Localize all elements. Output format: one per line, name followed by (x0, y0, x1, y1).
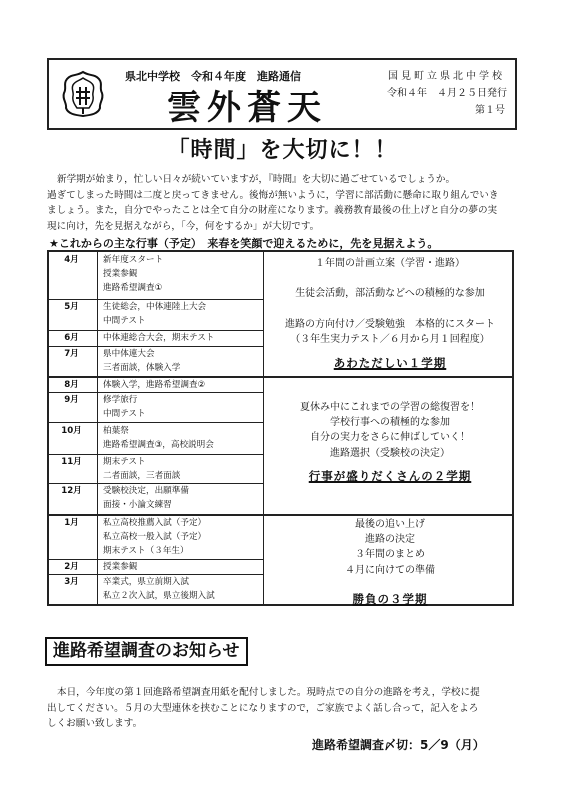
column-divider (263, 252, 264, 604)
issue-number: 第１号 (475, 105, 505, 116)
column-divider (97, 252, 98, 604)
event-item: 私立２次入試，県立後期入試 (103, 591, 215, 602)
notice-body (47, 685, 522, 732)
notice-title: 進路希望調査のお知らせ (45, 637, 248, 666)
term1-summary (268, 256, 512, 371)
month-label: 8月 (64, 380, 79, 390)
month-label: 10月 (61, 426, 82, 436)
event-item: 新年度スタート (103, 255, 164, 265)
term3-name: 勝負の３学期 (352, 591, 428, 606)
term-goal: ３年間のまとめ (355, 549, 425, 561)
term-goal: ４月に向けての準備 (345, 564, 435, 576)
event-item: 柏葉祭 (103, 426, 129, 436)
event-item: 進路希望調査③，高校説明会 (103, 440, 214, 451)
term-goal: 進路の決定 (365, 534, 415, 546)
month-label: 1月 (64, 518, 79, 528)
school-name: 国見町立県北中学校 (388, 71, 505, 82)
intro-line: 現に向け，先を見据えながら，「今，何をするか」が大切です。 (47, 220, 320, 232)
notice-line: 出してください。５月の大型連休を挟むことになりますので，ご家族でよく話し合って，記入をよろ (47, 702, 479, 714)
event-item: 二者面談，三者面談 (103, 471, 181, 482)
term-spacer (268, 271, 512, 286)
event-item: 受験校決定，出願準備 (103, 486, 189, 496)
month-events (103, 347, 180, 375)
event-item: 三者面談，体験入学 (103, 363, 181, 374)
month-label: 9月 (64, 395, 79, 405)
term-goal: 自分の実力をさらに伸ばしていく！ (310, 432, 470, 444)
month-label: 12月 (61, 486, 82, 496)
month-label: 5月 (64, 302, 79, 312)
event-item: 期末テスト (103, 457, 146, 467)
row-divider (49, 422, 263, 423)
month-events (103, 484, 189, 512)
event-item: 卒業式，県立前期入試 (103, 577, 189, 587)
term3-summary (268, 517, 512, 607)
event-item: 中体連総合大会，期末テスト (103, 333, 215, 343)
event-item: 私立高校推薦入試（予定） (103, 518, 207, 528)
school-crest-icon (61, 70, 105, 118)
event-item: 授業参観 (103, 562, 138, 572)
intro-text (47, 172, 522, 234)
event-item: 生徒総会，中体連陸上大会 (103, 302, 207, 312)
notice-line: しくお願い致します。 (47, 718, 143, 730)
term-spacer (268, 302, 512, 317)
term2-summary (268, 400, 512, 484)
event-item: 面接・小論文練習 (103, 500, 172, 511)
headline: 「時間」を大切に！！ (167, 138, 398, 163)
term-goal: １年間の計画立案（学習・進路） (315, 258, 465, 269)
newsletter-title: 雲外蒼天 (167, 88, 327, 128)
newsletter-meta: 県北中学校 令和４年度 進路通信 (125, 70, 301, 83)
newsletter-header (47, 58, 517, 130)
intro-line: 過ぎてしまった時間は二度と戻ってきません。後悔が無いように，学習に部活動に懸命に取り組んでいき (47, 189, 499, 201)
event-item: 授業参観 (103, 269, 138, 280)
term1-name: あわただしい１学期 (333, 356, 447, 371)
publication-info (387, 68, 505, 119)
month-events (103, 378, 205, 392)
month-label: 4月 (64, 255, 79, 265)
month-events (103, 424, 214, 452)
term-goal: （３年生実力テスト／６月から月１回程度） (290, 334, 490, 346)
month-events (103, 393, 146, 421)
month-events (103, 331, 214, 345)
month-events (103, 300, 206, 328)
month-label: 11月 (61, 457, 82, 467)
intro-line: ましょう。また，自分でやったことは全て自分の財産になります。義務教育最後の仕上げと自分の夢の実 (47, 205, 498, 217)
event-item: 期末テスト（３年生） (103, 546, 189, 557)
term-goal: 生徒会活動，部活動などへの積極的な参加 (295, 288, 485, 300)
term2-name: 行事が盛りだくさんの２学期 (308, 468, 472, 483)
events-heading: ★これからの主な行事（予定） 来春を笑顔で迎えるために，先を見据えよう。 (49, 237, 439, 250)
event-item: 修学旅行 (103, 395, 138, 405)
term-goal: 夏休み中にこれまでの学習の総復習を！ (300, 402, 480, 413)
term-goal: 進路選択（受験校の決定） (330, 447, 450, 459)
term-goal: 進路の方向付け／受験勉強 本格的にスタート (285, 318, 495, 330)
issue-date: 令和４年 ４月２５日発行 (387, 88, 507, 99)
term-goal: 最後の追い上げ (355, 519, 425, 530)
event-item: 中間テスト (103, 316, 146, 327)
month-label: 6月 (64, 333, 79, 343)
event-item: 中間テスト (103, 409, 146, 420)
month-label: 7月 (64, 349, 79, 359)
survey-deadline: 進路希望調査〆切：5／9（月） (312, 738, 485, 752)
intro-line: 新学期が始まり，忙しい日々が続いていますが，『時間』を大切に過ごせているでしょうか。 (57, 174, 456, 185)
month-events (103, 516, 206, 559)
event-item: 私立高校一般入試（予定） (103, 532, 207, 543)
month-label: 2月 (64, 562, 79, 572)
schedule-table (47, 250, 514, 606)
event-item: 進路希望調査① (103, 283, 163, 294)
notice-line: 本日，今年度の第１回進路希望調査用紙を配付しました。現時点での自分の進路を考え，学校に提 (57, 687, 480, 698)
event-item: 体験入学，進路希望調査② (103, 380, 206, 390)
term-goal: 学校行事への積極的な参加 (330, 417, 450, 429)
month-events (103, 575, 215, 603)
month-events (103, 253, 163, 296)
month-events (103, 455, 180, 483)
event-item: 県中体連大会 (103, 349, 155, 359)
month-events (103, 560, 137, 574)
month-label: 3月 (64, 577, 79, 587)
